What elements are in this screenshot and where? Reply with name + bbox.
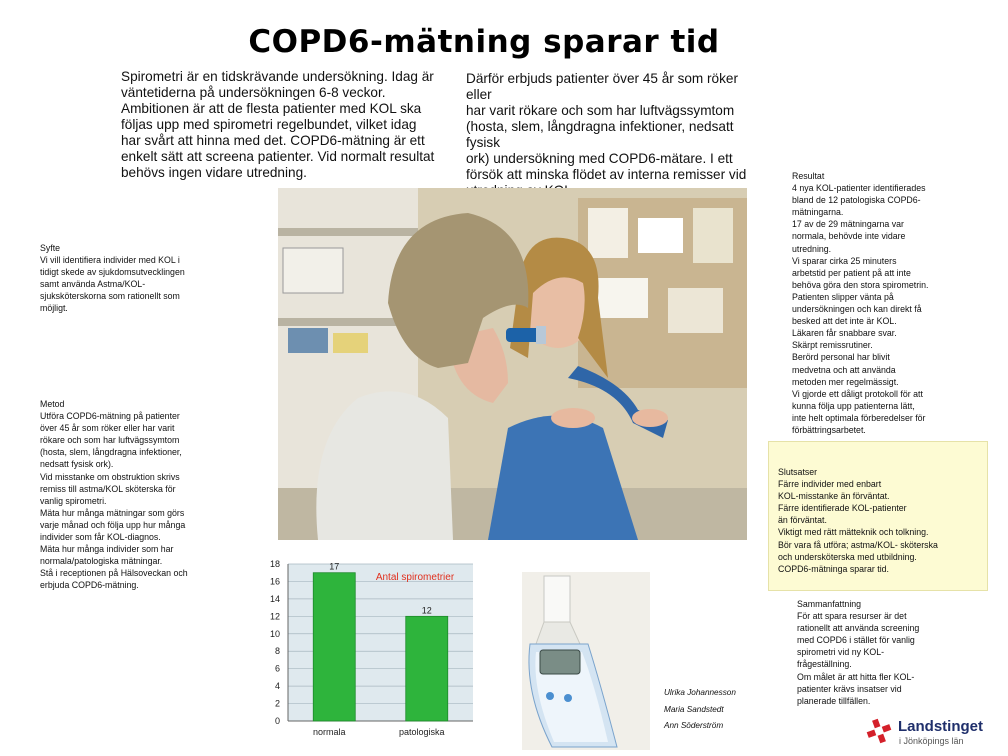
x-tick-label: normala xyxy=(312,727,346,737)
sammanfattning-line: frågeställning. xyxy=(797,659,852,670)
syfte-section xyxy=(40,242,270,315)
slutsatser-line: Färre individer med enbart xyxy=(778,479,882,490)
sammanfattning-line: rationellt att använda screening xyxy=(797,623,920,634)
y-tick-label: 14 xyxy=(269,593,280,604)
slutsatser-line: Slutsatser xyxy=(778,467,818,477)
resultat-line: Vi gjorde ett dåligt protokoll för att xyxy=(792,388,923,399)
intro_right-line: har varit rökare och som har luftvägssymtom xyxy=(466,103,735,118)
metod-line: Stå i receptionen på Hälsoveckan och xyxy=(40,568,188,579)
y-tick-label: 12 xyxy=(269,611,280,622)
intro_right-line: (hosta, slem, långdragna infektioner, nedsatt fysisk xyxy=(466,119,734,150)
intro_left-line: Ambitionen är att de flesta patienter med KOL ska xyxy=(121,101,422,116)
intro-left-text xyxy=(121,69,461,181)
bar-chart xyxy=(255,556,475,746)
intro_right-line: ork) undersökning med COPD6-mätare. I ett xyxy=(466,151,733,166)
resultat-line: Vi sparar cirka 25 minuters xyxy=(792,255,897,266)
logo-sub: i Jönköpings län xyxy=(899,736,964,746)
resultat-line: Berörd personal har blivit xyxy=(792,352,890,363)
slutsatser-section xyxy=(778,466,983,575)
slutsatser-line: Viktigt med rätt mätteknik och tolkning. xyxy=(778,527,929,538)
metod-line: rökare och som har luftvägssymtom xyxy=(40,435,180,446)
chart-title: Antal spirometrier xyxy=(375,572,455,583)
metod-section xyxy=(40,398,270,592)
photo-nurse-patient xyxy=(278,188,747,540)
resultat-line: mätningarna. xyxy=(792,207,844,218)
bar-normala xyxy=(313,573,355,721)
slutsatser-line: Färre identifierade KOL-patienter xyxy=(778,503,907,514)
resultat-line: arbetstid per patient på att inte xyxy=(792,267,911,278)
sammanfattning-line: För att spara resurser är det xyxy=(797,611,907,622)
syfte-line: samt använda Astma/KOL- xyxy=(40,279,146,290)
resultat-line: metoden mer regelmässigt. xyxy=(792,376,899,387)
intro_left-line: väntetiderna på undersökningen 6-8 veckor. xyxy=(121,85,386,100)
resultat-line: Skärpt remissrutiner. xyxy=(792,340,873,351)
slutsatser-line: och undersköterska med utbildning. xyxy=(778,551,917,562)
y-tick-label: 8 xyxy=(274,646,280,657)
metod-line: varje månad och följa upp hur många xyxy=(40,519,186,530)
slutsatser-line: COPD6-mätninga sparar tid. xyxy=(778,563,889,574)
metod-line: över 45 år som röker eller har varit xyxy=(40,423,175,434)
metod-line: Mäta hur många individer som har xyxy=(40,544,174,555)
photo-copd6-device xyxy=(522,572,650,750)
resultat-line: förbättringsarbetet. xyxy=(792,424,866,435)
x-tick-label: patologiska xyxy=(398,727,445,737)
metod-line: Metod xyxy=(40,399,65,409)
poster-title: COPD6-mätning sparar tid xyxy=(248,24,720,60)
metod-line: (hosta, slem, långdragna infektioner, xyxy=(40,447,182,458)
resultat-line: kunna följa upp patienterna lätt, xyxy=(792,400,915,411)
y-tick-label: 0 xyxy=(274,716,280,726)
author-2: Maria Sandstedt xyxy=(664,705,724,714)
resultat-line: utredning. xyxy=(792,243,832,254)
metod-line: vanlig spirometri. xyxy=(40,495,107,506)
y-tick-label: 16 xyxy=(269,576,280,587)
resultat-line: undersökningen och kan direkt få xyxy=(792,304,922,315)
author-3: Ann Söderström xyxy=(664,721,724,730)
sammanfattning-section xyxy=(797,598,987,707)
syfte-line: sjuksköterskorna som rationellt som xyxy=(40,291,180,302)
resultat-line: inte helt optimala förberedelser för xyxy=(792,412,926,423)
metod-line: erbjuda COPD6-mätning. xyxy=(40,580,139,591)
logo-name: Landstinget xyxy=(898,718,983,735)
y-tick-label: 6 xyxy=(274,663,280,674)
slutsatser-line: KOL-misstanke än förväntat. xyxy=(778,491,890,502)
syfte-line: Syfte xyxy=(40,243,61,253)
resultat-line: Läkaren får snabbare svar. xyxy=(792,328,897,339)
intro_left-line: behövs ingen vidare utredning. xyxy=(121,165,307,180)
resultat-line: 17 av de 29 mätningarna var xyxy=(792,219,904,230)
y-tick-label: 2 xyxy=(274,698,280,709)
resultat-line: 4 nya KOL-patienter identifierades xyxy=(792,183,926,194)
resultat-line: besked att det inte är KOL. xyxy=(792,316,897,327)
sammanfattning-line: Om målet är att hitta fler KOL- xyxy=(797,671,915,682)
resultat-line: Resultat xyxy=(792,171,825,181)
intro_left-line: enkelt sätt att screena patienter. Vid normalt resultat xyxy=(121,149,435,164)
intro_left-line: har svårt att hinna med det. COPD6-mätning är ett xyxy=(121,133,425,148)
metod-line: Mäta hur många mätningar som görs xyxy=(40,507,185,518)
slutsatser-line: Bör vara få utföra; astma/KOL- sköterska xyxy=(778,539,938,550)
resultat-line: medvetna och att använda xyxy=(792,364,896,375)
y-tick-label: 10 xyxy=(269,628,280,639)
slutsatser-line: än förväntat. xyxy=(778,515,827,526)
intro_left-line: Spirometri är en tidskrävande undersökning. Idag är xyxy=(121,69,434,84)
metod-line: Utföra COPD6-mätning på patienter xyxy=(40,411,180,422)
metod-line: remiss till astma/KOL sköterska för xyxy=(40,483,176,494)
intro-right-text xyxy=(466,71,766,199)
metod-line: individer som får KOL-diagnos. xyxy=(40,532,161,543)
landstinget-logo-icon xyxy=(866,718,892,744)
intro_left-line: följas upp med spirometri regelbundet, vilket idag xyxy=(121,117,417,132)
resultat-line: Patienten slipper vänta på xyxy=(792,291,894,302)
metod-line: nedsatt fysisk ork). xyxy=(40,459,114,470)
metod-line: normala/patologiska mätningar. xyxy=(40,556,163,567)
bar-patologiska xyxy=(406,616,448,721)
resultat-line: bland de 12 patologiska COPD6- xyxy=(792,195,921,206)
resultat-section xyxy=(792,170,992,436)
metod-line: Vid misstanke om obstruktion skrivs xyxy=(40,471,180,482)
syfte-line: tidigt skede av sjukdomsutvecklingen xyxy=(40,267,185,278)
sammanfattning-line: patienter krävs insatser vid xyxy=(797,683,902,694)
sammanfattning-line: med COPD6 i stället för vanlig xyxy=(797,635,915,646)
sammanfattning-line: Sammanfattning xyxy=(797,599,862,609)
resultat-line: normala, behövde inte vidare xyxy=(792,231,906,242)
intro_right-line: Därför erbjuds patienter över 45 år som röker eller xyxy=(466,71,738,102)
bar-value-label: 12 xyxy=(421,605,432,616)
syfte-line: Vi vill identifiera individer med KOL i xyxy=(40,255,180,266)
resultat-line: behöva göra den stora spirometrin. xyxy=(792,279,929,290)
y-tick-label: 4 xyxy=(274,681,280,692)
author-1: Ulrika Johannesson xyxy=(664,688,736,697)
syfte-line: möjligt. xyxy=(40,303,68,314)
bar-value-label: 17 xyxy=(329,561,340,572)
sammanfattning-line: planerade tillfällen. xyxy=(797,695,871,706)
slutsatser-box xyxy=(768,441,988,591)
sammanfattning-line: spirometri vid ny KOL- xyxy=(797,647,885,658)
y-tick-label: 18 xyxy=(269,559,280,569)
intro_right-line: försök att minska flödet av interna remisser vid xyxy=(466,167,747,182)
